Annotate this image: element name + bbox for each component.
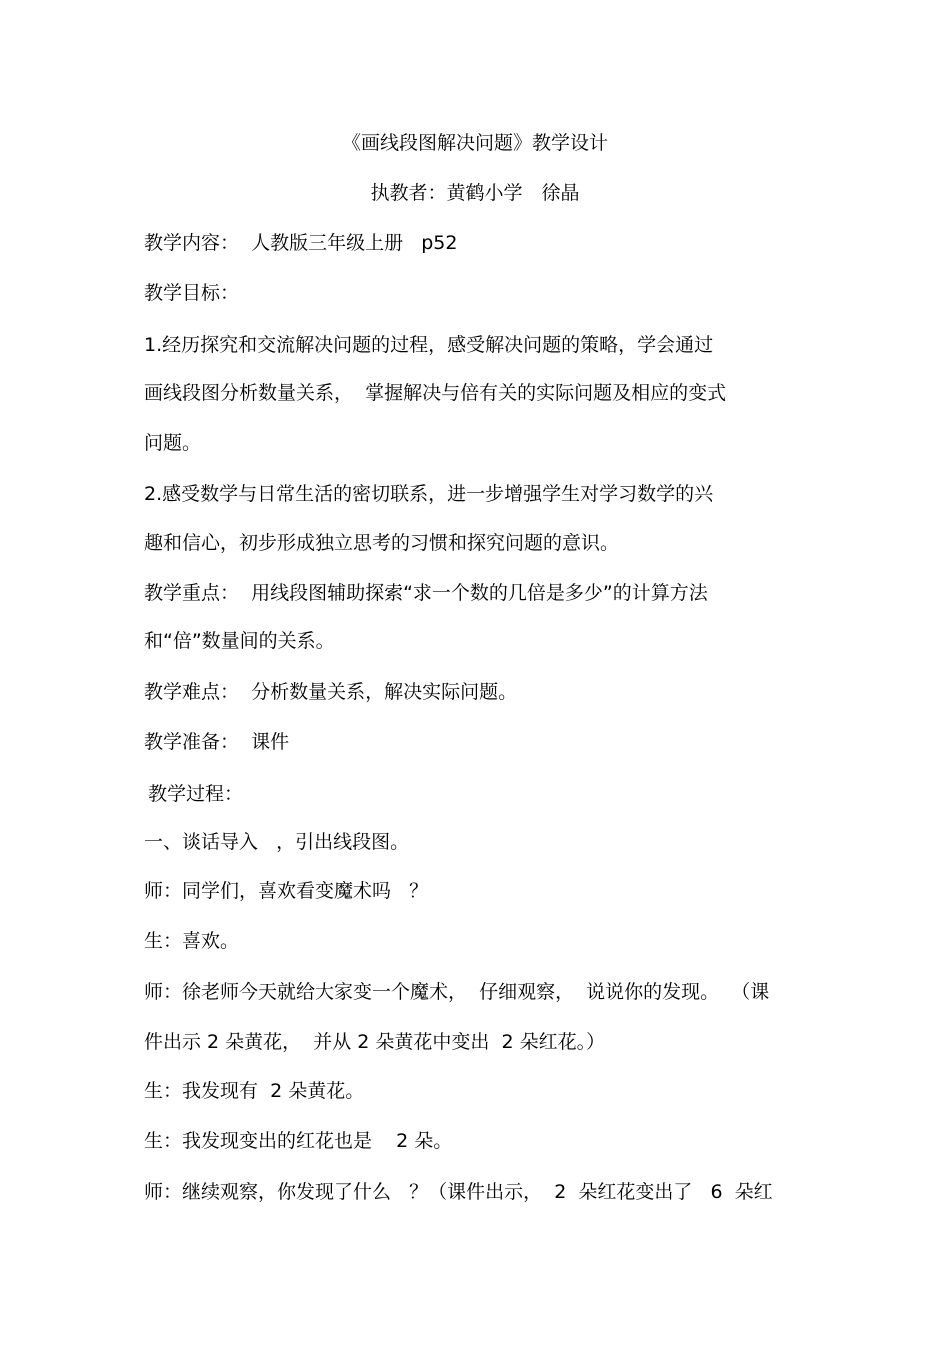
goal-1-line-1: 1.经历探究和交流解决问题的过程，感受解决问题的策略，学会通过: [144, 334, 714, 356]
dialogue-line: 生：我发现变出的红花也是 2 朵。: [144, 1130, 453, 1152]
dialogue-line: 师：继续观察，你发现了什么 ？（课件出示， 2 朵红花变出了 6 朵红: [144, 1181, 773, 1203]
preparation: 教学准备： 课件: [144, 731, 290, 753]
document-title: 《画线段图解决问题》教学设计: [341, 132, 608, 154]
dialogue-line: 生：我发现有 2 朵黄花。: [144, 1080, 365, 1102]
dialogue-line: 生：喜欢。: [144, 930, 240, 952]
key-points-line-1: 教学重点： 用线段图辅助探索“求一个数的几倍是多少”的计算方法: [144, 582, 708, 604]
section-1-heading: 一、谈话导入 ，引出线段图。: [144, 831, 410, 853]
goal-2-line-2: 趣和信心，初步形成独立思考的习惯和探究问题的意识。: [144, 532, 620, 554]
dialogue-line: 件出示 2 朵黄花， 并从 2 朵黄花中变出 2 朵红花。）: [144, 1031, 606, 1053]
dialogue-line: 师：同学们，喜欢看变魔术吗 ？: [144, 880, 429, 902]
goal-1-line-3: 问题。: [144, 432, 202, 454]
teaching-goals-heading: 教学目标：: [144, 282, 240, 304]
difficult-points: 教学难点： 分析数量关系，解决实际问题。: [144, 681, 518, 703]
goal-2-line-1: 2.感受数学与日常生活的密切联系，进一步增强学生对学习数学的兴: [144, 483, 714, 505]
process-heading: 教学过程：: [148, 783, 244, 805]
key-points-line-2: 和“倍”数量间的关系。: [144, 630, 335, 652]
teaching-content: 教学内容： 人教版三年级上册 p52: [144, 232, 458, 254]
document-author: 执教者：黄鹤小学 徐晶: [370, 182, 580, 204]
goal-1-line-2: 画线段图分析数量关系， 掌握解决与倍有关的实际问题及相应的变式: [144, 382, 727, 404]
dialogue-line: 师：徐老师今天就给大家变一个魔术， 仔细观察， 说说你的发现。 （课: [144, 981, 770, 1003]
